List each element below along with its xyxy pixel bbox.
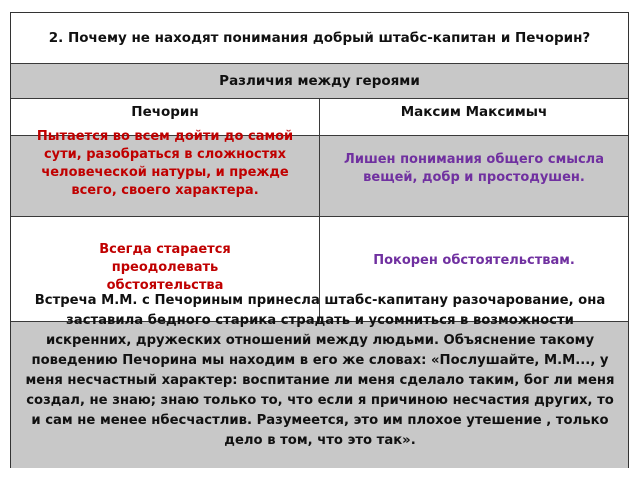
column-header-maksim-text: Максим Максимыч (400, 104, 548, 120)
row1-maksim-text: Лишен понимания общего смысла вещей, добр и простодушен. (344, 152, 604, 185)
row1-pechorin-text: Пытается во всем дойти до самой сути, разобраться в сложностях человеческой натуры, и прежде всего, своего характера. (36, 129, 294, 198)
differences-header (11, 64, 628, 98)
column-header-pechorin-text: Печорин (131, 104, 199, 120)
row2-maksim-text: Покорен обстоятельствам. (373, 253, 575, 268)
slide-title: 2. Почему не находят понимания добрый штабс-капитан и Печорин? (11, 13, 628, 63)
column-header-maksim (320, 99, 628, 135)
divider-columns (319, 99, 320, 321)
differences-header-text: Различия между героями (219, 73, 420, 89)
conclusion-text: Встреча М.М. с Печориным принесла штабс-капитану разочарование, она заставила бедного старика страдать и усомниться в возможности искренних, дружеских отношений между людьми. Объяснение такому поведению Печорина мы находим в его же словах: «Послушайте, М.М..., у меня несчастный характер: воспитание ли меня сделало таким, бог ли меня создал, не знаю; знаю только то, что если я причиною несчастия других, то и сам не менее нбесчастлив. Разумеется, это им плохое утешение , только дело в том, что это так». (25, 293, 615, 448)
row2-pechorin-text: Всегда старается преодолевать обстоятельства (99, 242, 231, 293)
divider-title (11, 63, 628, 64)
